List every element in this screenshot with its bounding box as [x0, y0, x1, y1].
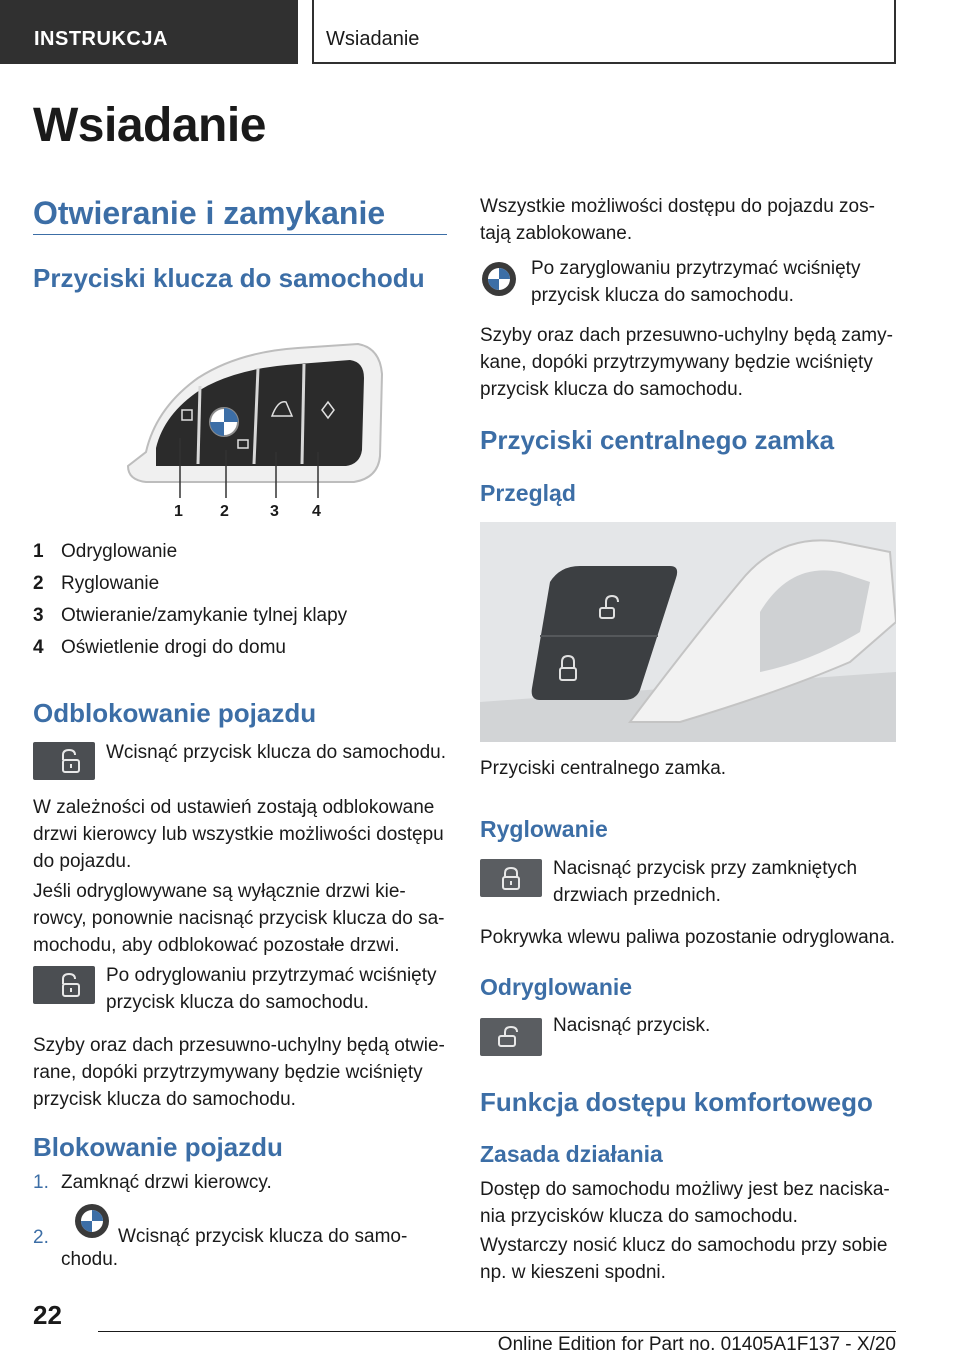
heading-overview: Przegląd	[480, 480, 576, 506]
paragraph: Szyby oraz dach przesuwno-uchylny będą zamy‐ kane, dopóki przytrzymywany będzie wciśnięty przycisk klucza do samochodu.	[480, 325, 893, 400]
paragraph: Dostęp do samochodu możliwy jest bez naciska‐ nia przycisków klucza do samochodu.	[480, 1179, 890, 1227]
door-handle-illustration	[480, 522, 896, 742]
heading-open-close: Otwieranie i zamykanie	[33, 195, 386, 231]
heading-key-buttons: Przyciski klucza do samochodu	[33, 263, 425, 293]
heading-principle: Zasada działania	[480, 1141, 663, 1167]
key-callout-2: 2	[220, 503, 229, 520]
section-label: INSTRUKCJA	[34, 28, 168, 50]
paragraph: Szyby oraz dach przesuwno-uchylny będą otwie‐ rane, dopóki przytrzymywany będzie wciśnięty przycisk klucza do samochodu.	[33, 1035, 445, 1110]
key-callout-1: 1	[174, 503, 183, 520]
chapter-label: Wsiadanie	[326, 28, 420, 50]
car-key-illustration	[98, 340, 388, 520]
key-callout-4: 4	[312, 503, 321, 520]
unlock-button-icon	[33, 742, 95, 780]
unlock-instruction: Wcisnąć przycisk klucza do samochodu.	[106, 742, 447, 763]
paragraph: Wystarczy nosić klucz do samochodu przy sobie np. w kieszeni spodni.	[480, 1235, 888, 1283]
heading-central-lock: Przyciski centralnego zamka	[480, 425, 835, 455]
paragraph: Pokrywka wlewu paliwa pozostanie odryglowana.	[480, 927, 896, 948]
lock-button-icon	[480, 859, 542, 897]
key-logo-icon	[480, 260, 518, 298]
page-number: 22	[33, 1300, 62, 1330]
key-callout-3: 3	[270, 503, 279, 520]
image-caption: Przyciski centralnego zamka.	[480, 758, 727, 779]
step-text: Zamknąć drzwi kierowcy.	[61, 1172, 272, 1193]
step-text: Wcisnąć przycisk klucza do samo‐	[118, 1226, 408, 1247]
lock-hold-instruction: Po zaryglowaniu przytrzymać wciśnięty przycisk klucza do samochodu.	[531, 258, 861, 306]
paragraph: W zależności od ustawień zostają odblokowane drzwi kierowcy lub wszystkie możliwości dostępu do pojazdu.	[33, 797, 444, 872]
heading-rule	[33, 234, 447, 235]
lock-instruction: Nacisnąć przycisk przy zamkniętych drzwiach przednich.	[553, 858, 858, 906]
unlock-button-icon	[33, 966, 95, 1004]
unlock-central-instruction: Nacisnąć przycisk.	[553, 1015, 711, 1036]
heading-lock-vehicle: Blokowanie pojazdu	[33, 1132, 283, 1162]
paragraph: Jeśli odryglowywane są wyłącznie drzwi kie‐ rowcy, ponownie nacisnąć przycisk klucza do sa‐ mochodu, aby odblokować pozostałe drzwi.	[33, 881, 445, 956]
page-title: Wsiadanie	[33, 99, 266, 152]
step-number: 2.	[33, 1227, 49, 1248]
heading-comfort-access: Funkcja dostępu komfortowego	[480, 1087, 873, 1117]
unlock-central-button-icon	[480, 1018, 542, 1056]
unlock-hold-instruction: Po odryglowaniu przytrzymać wciśnięty przycisk klucza do samochodu.	[106, 965, 437, 1013]
chapter-tab	[312, 0, 896, 64]
footer-rule	[98, 1331, 896, 1332]
key-logo-icon	[73, 1202, 111, 1240]
step-text: chodu.	[61, 1249, 119, 1270]
heading-lock: Ryglowanie	[480, 816, 608, 842]
paragraph: Wszystkie możliwości dostępu do pojazdu zos‐ tają zablokowane.	[480, 196, 875, 244]
heading-unlock-vehicle: Odblokowanie pojazdu	[33, 698, 317, 728]
footer-edition: Online Edition for Part no. 01405A1F137 - X/20	[497, 1334, 896, 1355]
step-number: 1.	[33, 1172, 49, 1193]
section-tab	[0, 0, 298, 64]
heading-unlock: Odryglowanie	[480, 974, 633, 1000]
